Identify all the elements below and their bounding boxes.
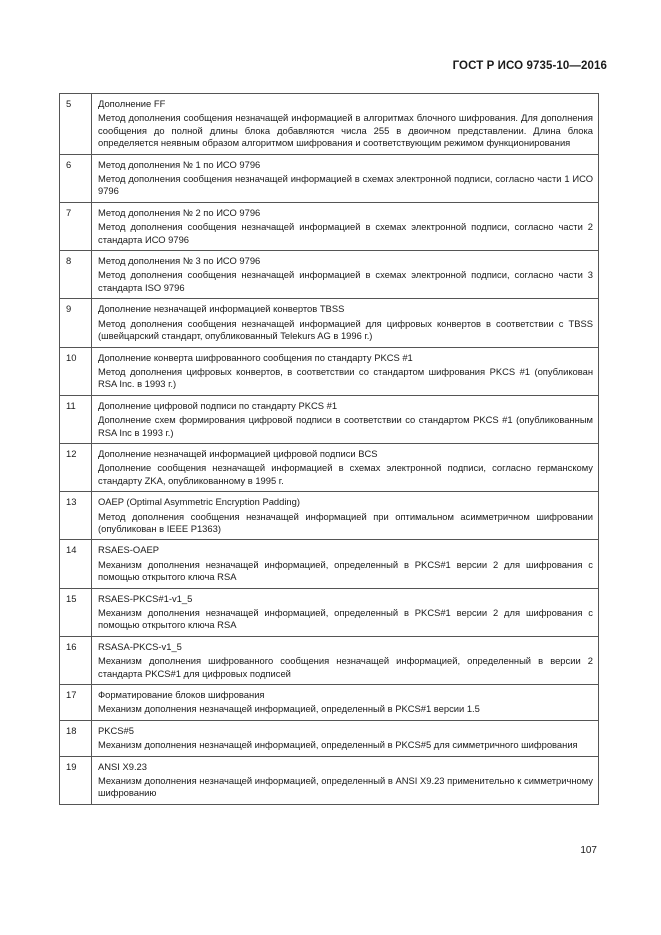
row-number: 19 — [60, 756, 92, 804]
table-row — [60, 540, 599, 588]
row-content — [92, 94, 599, 155]
item-description: Метод дополнения сообщения незначащей информацией в схемах электронной подписи, согласно части 2 стандарта ИСО 9796 — [98, 221, 593, 245]
item-title: Метод дополнения № 1 по ИСО 9796 — [98, 158, 261, 170]
item-title: PKCS#5 — [98, 724, 134, 736]
table-row — [60, 347, 599, 395]
item-title: Дополнение незначащей информацией конвертов TBSS — [98, 303, 345, 315]
item-description: Механизм дополнения незначащей информацией, определенный в PKCS#1 версии 2 для шифрования с помощью открытого ключа RSA — [98, 558, 593, 583]
item-title: Метод дополнения № 3 по ИСО 9796 — [98, 255, 261, 267]
item-title: Форматирование блоков шифрования — [98, 689, 265, 701]
item-description: Метод дополнения сообщения незначащей информацией в схемах электронной подписи, согласно части 1 ИСО 9796 — [98, 173, 593, 197]
row-content — [92, 588, 599, 636]
item-title: Дополнение цифровой подписи по стандарту PKCS #1 — [98, 399, 338, 411]
row-content — [92, 540, 599, 588]
table-row — [60, 685, 599, 721]
item-description: Механизм дополнения незначащей информацией, определенный в ANSI X9.23 применительно к симметричному шифрованию — [98, 775, 593, 799]
table-row — [60, 443, 599, 491]
row-number: 10 — [60, 347, 92, 395]
item-title: RSAES-OAEP — [98, 544, 159, 556]
item-title: RSAES-PKCS#1-v1_5 — [98, 592, 193, 604]
row-content — [92, 685, 599, 721]
item-title: Дополнение FF — [98, 98, 166, 109]
row-number: 9 — [60, 299, 92, 347]
item-title: ANSI X9.23 — [98, 760, 147, 772]
item-title: Дополнение незначащей информацией цифровой подписи BCS — [98, 447, 378, 459]
item-description: Механизм дополнения незначащей информацией, определенный в PKCS#5 для симметричного шифрования — [98, 739, 578, 751]
row-content — [92, 395, 599, 443]
row-content — [92, 720, 599, 756]
table-row — [60, 154, 599, 202]
row-content — [92, 347, 599, 395]
table-row — [60, 251, 599, 299]
item-title: RSASA-PKCS-v1_5 — [98, 640, 182, 652]
row-number: 18 — [60, 720, 92, 756]
row-content — [92, 492, 599, 540]
row-number: 12 — [60, 443, 92, 491]
row-number: 6 — [60, 154, 92, 202]
item-description: Механизм дополнения незначащей информацией, определенный в PKCS#1 версии 2 для шифрования с помощью открытого ключа RSA — [98, 607, 593, 631]
row-number: 7 — [60, 202, 92, 250]
item-description: Дополнение схем формирования цифровой подписи в соответствии со стандартом PKCS #1 (опубликованным RSA Inc в 1993 г.) — [98, 414, 593, 438]
row-number: 8 — [60, 251, 92, 299]
row-content — [92, 251, 599, 299]
table-row — [60, 202, 599, 250]
item-title: Дополнение конверта шифрованного сообщения по стандарту PKCS #1 — [98, 351, 413, 363]
item-description: Метод дополнения сообщения незначащей информацией в схемах электронной подписи, согласно части 3 стандарта ISO 9796 — [98, 269, 593, 293]
item-description: Метод дополнения сообщения незначащей информацией для цифровых конвертов в соответствии с TBSS (швейцарский стандарт, опубликованный Telekurs AG в 1996 г.) — [98, 317, 593, 342]
row-number: 14 — [60, 540, 92, 588]
item-description: Механизм дополнения незначащей информацией, определенный в PKCS#1 версии 1.5 — [98, 703, 480, 715]
item-title: Метод дополнения № 2 по ИСО 9796 — [98, 206, 261, 218]
row-number: 16 — [60, 636, 92, 684]
row-content — [92, 756, 599, 804]
item-description: Дополнение сообщения незначащей информацией в схемах электронной подписи, согласно германскому стандарту ZKA, опубликованному в 1995 г. — [98, 462, 593, 486]
row-number: 13 — [60, 492, 92, 540]
table-row — [60, 756, 599, 804]
item-title: OAEP (Optimal Asymmetric Encryption Padding) — [98, 496, 300, 508]
row-number: 17 — [60, 685, 92, 721]
page-number: 107 — [580, 845, 597, 856]
table-row — [60, 588, 599, 636]
item-description: Метод дополнения цифровых конвертов, в соответствии со стандартом шифрования PKCS #1 (опубликован RSA Inc. в 1993 г.) — [98, 365, 593, 390]
table-row — [60, 395, 599, 443]
table-row — [60, 299, 599, 347]
row-number: 15 — [60, 588, 92, 636]
item-description: Механизм дополнения шифрованного сообщения незначащей информацией, определенный в версии 2 стандарта PKCS#1 для цифровых подписей — [98, 655, 593, 679]
row-content — [92, 636, 599, 684]
row-content — [92, 202, 599, 250]
row-number: 5 — [60, 94, 92, 155]
row-content — [92, 299, 599, 347]
document-header-standard: ГОСТ Р ИСО 9735-10—2016 — [452, 60, 607, 72]
item-description: Метод дополнения сообщения незначащей информацией в алгоритмах блочного шифрования. Для дополнения сообщения до полной длины блока добавляются числа 255 в двоичном представлении. Длина блока определяется неявным образом алгоритмом шифрования и соответствующим режимом функционирования — [98, 112, 593, 149]
padding-methods-table — [59, 93, 599, 805]
table-row — [60, 720, 599, 756]
table-row — [60, 492, 599, 540]
row-number: 11 — [60, 395, 92, 443]
row-content — [92, 443, 599, 491]
item-description: Метод дополнения сообщения незначащей информацией при оптимальном асимметричном шифровании (опубликован в IEEE P1363) — [98, 510, 593, 534]
table-body — [60, 94, 599, 805]
row-content — [92, 154, 599, 202]
table-row — [60, 636, 599, 684]
table-row — [60, 94, 599, 155]
